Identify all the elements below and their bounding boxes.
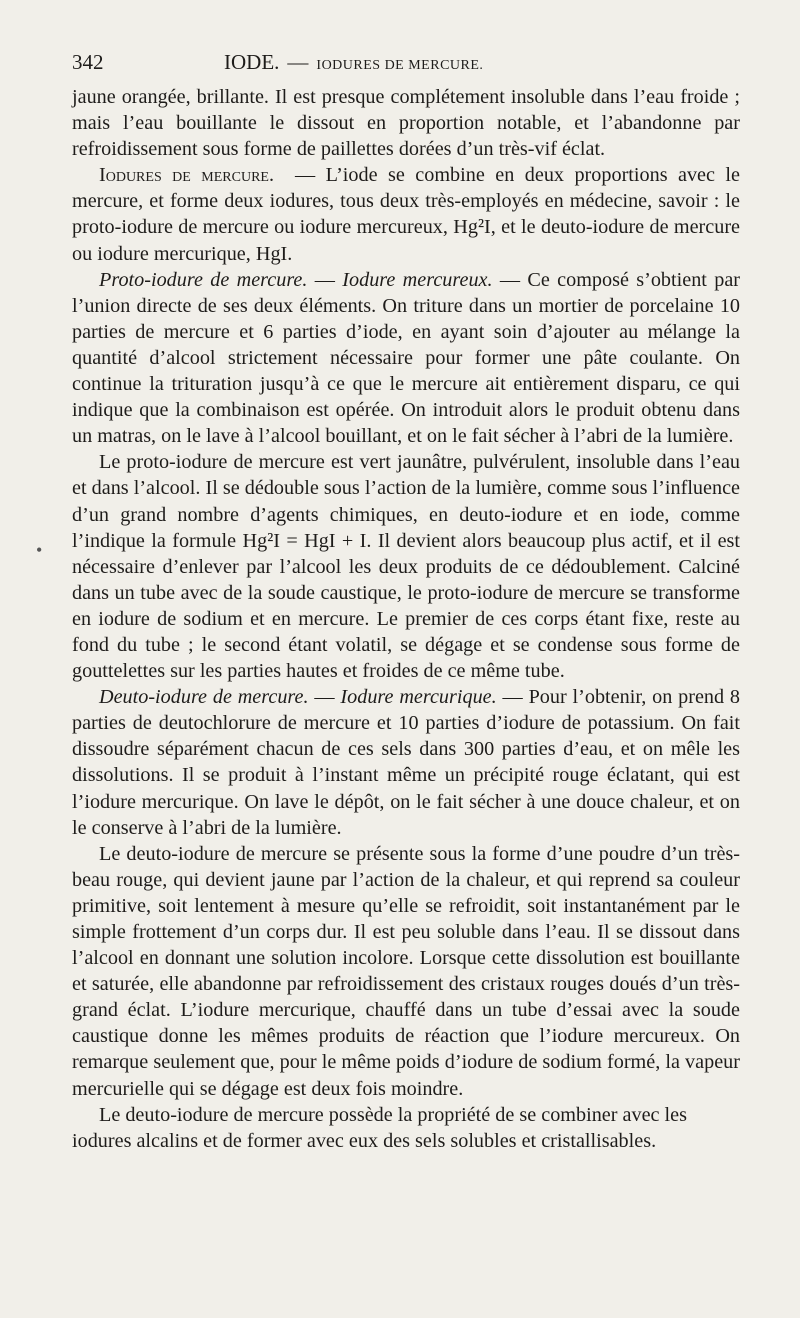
section-subheading: Iodure mercurique. bbox=[340, 686, 497, 709]
paragraph-text: Il devient alors beaucoup plus actif, et il est nécessaire d’enlever par l’alcool les deux produits de ce dédoublement. Calciné dans un tube avec de la soude caustique, le proto-iodure de mercure se transforme en iodure de sodium et en mercure. Le premier de ces corps étant fixe, reste au fond du tube ; le second étant volatil, se dégage et se condense sous forme de gouttelettes sur les parties hautes et froides de ce même tube. bbox=[72, 529, 741, 683]
paragraph-deuto-iodure-combination bbox=[72, 1102, 740, 1154]
chemical-formula: Hg²I = HgI + I. bbox=[242, 529, 372, 552]
heading-dash: — bbox=[284, 164, 326, 187]
paragraph-text: jaune orangée, brillante. Il est presque complétement insoluble dans l’eau froide ; mais l’eau bouillante le dissout en proportion notable, et l’abandonne par refroidissement sous forme de paillettes dorées d’un très-vif éclat. bbox=[72, 86, 740, 161]
heading-dash: — bbox=[314, 268, 343, 291]
paragraph-intro bbox=[72, 84, 740, 162]
paragraph-deuto-iodure bbox=[72, 684, 740, 841]
section-subheading: Iodure mercureux. bbox=[342, 268, 493, 291]
paragraph-text: Le deuto-iodure de mercure se présente sous la forme d’une poudre d’un très-beau rouge, qui devient jaune par l’action de la chaleur, et qui reprend sa couleur primitive, soit lentement à mesure qu’elle se refroidit, soit instantanément par le simple frottement d’un corps dur. Il est peu soluble dans l’eau. Il se dissout dans l’alcool en donnant une solution incolore. Lorsque cette dissolution est bouillante et saturée, elle abandonne par refroidissement des cristaux rouges doués d’un très-grand éclat. L’iodure mercurique, chauffé dans un tube d’essai avec la soude caustique donne les mêmes produits de réaction que l’iodure mercureux. On remarque seulement que, pour le même poids d’iodure de sodium formé, la vapeur mercurielle qui se dégage est deux fois moindre. bbox=[72, 842, 740, 1100]
running-head-subtitle: IODURES DE MERCURE. bbox=[316, 58, 484, 73]
running-head-separator: — bbox=[287, 50, 309, 74]
heading-dash: — bbox=[499, 268, 528, 291]
paragraph-text: Pour l’obtenir, on prend 8 parties de deutochlorure de mercure et 10 parties d’iodure de potassium. On fait dissoudre séparément chacun de ces sels dans 300 parties d’eau, et on mêle les dissolutions. Il se produit à l’instant même un précipité rouge éclatant, qui est l’iodure mercurique. On lave le dépôt, on le fait sécher à une douce chaleur, et on le conserve à l’abri de la lumière. bbox=[72, 686, 741, 839]
page-number: 342 bbox=[72, 50, 104, 74]
book-page bbox=[72, 50, 740, 1154]
paragraph-text: Le proto-iodure de mercure est vert jaunâtre, pulvérulent, insoluble dans l’eau et dans l’alcool. Il se dédouble sous l’action de la lumière, comme sous l’influence d’un grand nombre d’agents chimiques, en deuto-iodure et en iode, comme l’indique la formule bbox=[72, 451, 740, 552]
running-head-title: IODE. bbox=[224, 50, 280, 74]
paragraph-proto-iodure-properties bbox=[72, 449, 740, 684]
section-heading: Proto-iodure de mercure. bbox=[99, 268, 308, 291]
paragraph-deuto-iodure-properties bbox=[72, 841, 740, 1102]
section-heading: Deuto-iodure de mercure. bbox=[99, 686, 309, 709]
paragraph-text: L’iode se combine en deux proportions avec le mercure, et forme deux iodures, tous deux très-employés en médecine, savoir : le proto-iodure de mercure ou iodure mercureux, Hg²I, et le deuto-iodure de mercure ou iodure mercurique, HgI. bbox=[72, 164, 741, 265]
running-head bbox=[72, 50, 740, 84]
paragraph-text: Le deuto-iodure de mercure possède la propriété de se combiner avec les iodures alcalins et de former avec eux des sels solubles et cristallisables. bbox=[72, 1103, 687, 1152]
heading-dash: — bbox=[502, 686, 529, 709]
paragraph-text: Ce composé s’obtient par l’union directe de ses deux éléments. On triture dans un mortier de porcelaine 10 parties de mercure et 6 parties d’iode, en ayant soin d’ajouter au mélange la quantité d’alcool strictement nécessaire pour former une pâte coulante. On continue la trituration jusqu’à ce que le mercure ait entièrement disparu, ce qui indique que la combinaison est opérée. On introduit alors le produit obtenu dans un matras, on le lave à l’alcool bouillant, et on le fait sécher à l’abri de la lumière. bbox=[72, 268, 740, 448]
paragraph-proto-iodure bbox=[72, 267, 740, 450]
body-text bbox=[72, 84, 740, 1154]
section-heading: Iodures de mercure. bbox=[99, 164, 275, 187]
heading-dash: — bbox=[314, 686, 341, 709]
paragraph-iodures-de-mercure bbox=[72, 162, 740, 266]
margin-dot: • bbox=[36, 540, 43, 560]
